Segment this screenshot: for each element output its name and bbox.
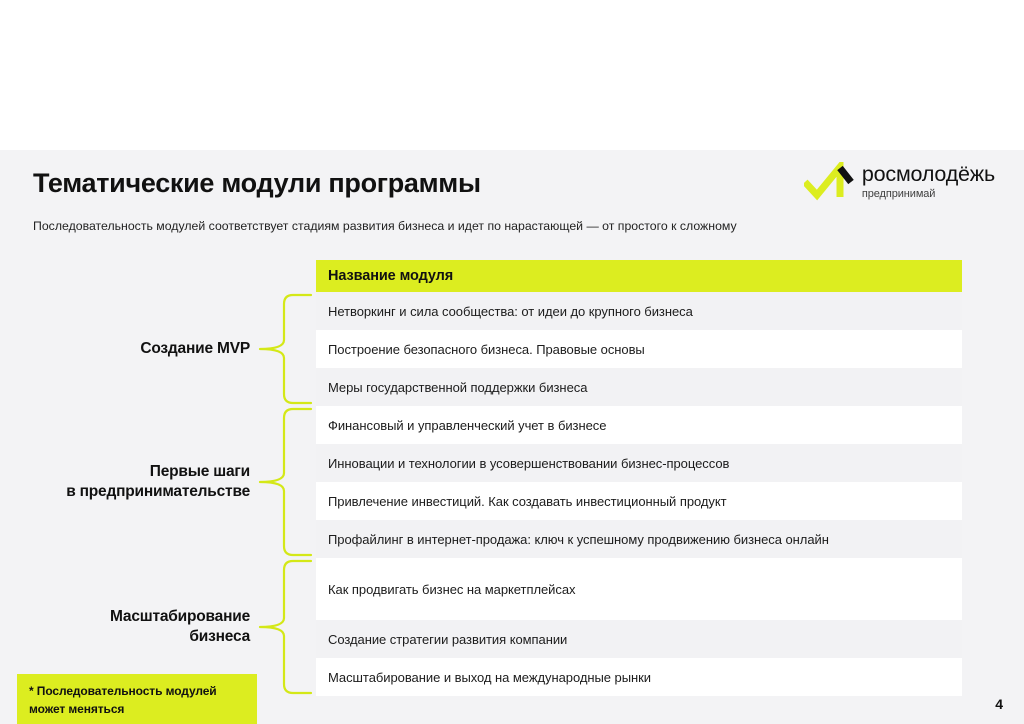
brace-path xyxy=(260,409,311,555)
rosmolodezh-check-mark-icon xyxy=(804,162,854,202)
group-label-line: Первые шаги xyxy=(149,463,250,480)
table-row[interactable] xyxy=(316,482,962,520)
slide-canvas xyxy=(0,150,1024,724)
module-name: Нетворкинг и сила сообщества: от идеи до крупного бизнеса xyxy=(328,303,693,319)
table-row[interactable] xyxy=(316,444,962,482)
brace-path xyxy=(260,295,311,403)
module-name: Профайлинг в интернет-продажа: ключ к успешному продвижению бизнеса онлайн xyxy=(328,531,829,547)
table-header-module-name: Название модуля xyxy=(328,268,454,284)
module-name: Привлечение инвестиций. Как создавать инвестиционный продукт xyxy=(328,493,727,509)
group-label-1 xyxy=(20,462,250,502)
table-row[interactable] xyxy=(316,558,962,620)
module-name: Как продвигать бизнес на маркетплейсах xyxy=(328,581,576,597)
module-name: Построение безопасного бизнеса. Правовые основы xyxy=(328,341,645,357)
group-label-2 xyxy=(20,607,250,647)
group-label-line: бизнеса xyxy=(189,627,250,645)
module-name: Меры государственной поддержки бизнеса xyxy=(328,379,588,395)
page-number: 4 xyxy=(995,696,1003,712)
page-subtitle: Последовательность модулей соответствует стадиям развития бизнеса и идет по нарастающей — от простого к сложному xyxy=(33,219,737,233)
table-row[interactable] xyxy=(316,658,962,696)
module-name: Финансовый и управленческий учет в бизнесе xyxy=(328,417,607,433)
modules-table xyxy=(316,260,962,696)
table-header-row xyxy=(316,260,962,292)
module-name: Масштабирование и выход на международные рынки xyxy=(328,669,651,685)
module-name: Создание стратегии развития компании xyxy=(328,631,568,647)
table-row[interactable] xyxy=(316,330,962,368)
brand-name: росмолодёжь xyxy=(861,161,995,186)
group-label-line: Создание MVP xyxy=(140,340,250,357)
footnote-note: * Последовательность модулей может меняться xyxy=(17,674,257,724)
brand-tagline: предпринимай xyxy=(861,188,936,201)
table-row[interactable] xyxy=(316,406,962,444)
brand-logo xyxy=(804,162,995,202)
brand-logo-text xyxy=(861,161,995,201)
group-label-line: в предпринимательстве xyxy=(66,482,250,500)
table-body xyxy=(316,292,962,696)
page-title: Тематические модули программы xyxy=(33,168,481,198)
table-row[interactable] xyxy=(316,620,962,658)
table-row[interactable] xyxy=(316,520,962,558)
table-row[interactable] xyxy=(316,368,962,406)
group-brace-2 xyxy=(258,560,314,694)
group-label-line: Масштабирование xyxy=(110,608,250,625)
group-brace-1 xyxy=(258,408,314,556)
brace-path xyxy=(260,561,311,693)
module-name: Инновации и технологии в усовершенствовании бизнес-процессов xyxy=(328,455,730,471)
table-row[interactable] xyxy=(316,292,962,330)
group-brace-0 xyxy=(258,294,314,404)
group-label-0 xyxy=(20,339,250,359)
